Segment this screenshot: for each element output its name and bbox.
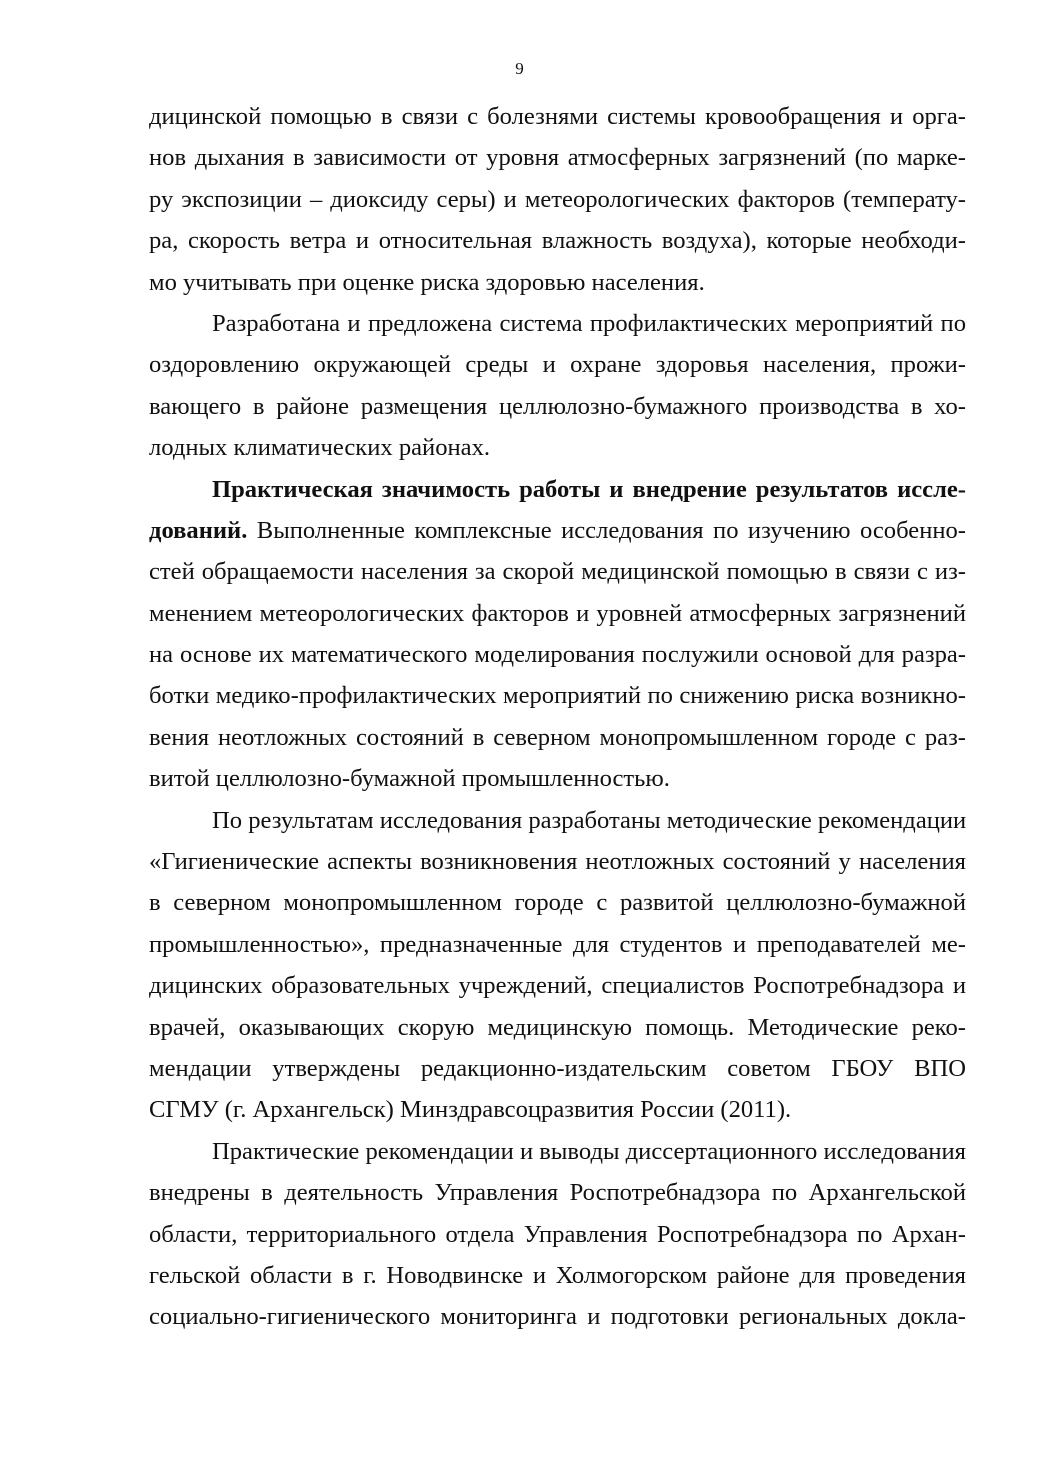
text-line: вения неотложных состояний в северном монопромышленном городе с раз- [149,723,966,751]
page-number: 9 [515,59,524,78]
text-line: витой целлюлозно-бумажной промышленностью. [149,765,670,793]
paragraph-implementation [149,1131,966,1338]
text-line: врачей, оказывающих скорую медицинскую помощь. Методические реко- [149,1013,966,1041]
body-text [149,96,966,1338]
text-line: на основе их математического моделирования послужили основой для разра- [149,641,966,669]
text-line: промышленностью», предназначенные для студентов и преподавателей ме- [149,930,966,958]
text-line: дицинских образовательных учреждений, специалистов Роспотребнадзора и [149,972,966,1000]
text-line: дицинской помощью в связи с болезнями системы кровообращения и орга- [149,103,966,130]
text-line: области, территориального отдела Управления Роспотребнадзора по Архан- [149,1220,966,1248]
text-line: СГМУ (г. Архангельск) Минздравсоцразвития России (2011). [149,1096,792,1124]
paragraph-method-recommendations [149,800,966,1131]
text-line: внедрены в деятельность Управления Роспотребнадзора по Архангельской [149,1179,966,1207]
text-line: Разработана и предложена система профилактических мероприятий по [212,309,966,337]
section-heading: Практическая значимость работы и внедрение результатов иссле- [212,475,966,503]
text-line: мендации утверждены редакционно-издательским советом ГБОУ ВПО [149,1054,966,1082]
text-line: гельской области в г. Новодвинске и Холмогорском районе для проведения [149,1261,966,1289]
section-heading-tail: дований. [149,516,248,544]
text-line: менением метеорологических факторов и уровней атмосферных загрязнений [149,599,966,627]
paragraph-practical-significance [149,469,966,800]
text-line: ботки медико-профилактических мероприятий по снижению риска возникно- [149,682,966,710]
text-line: вающего в районе размещения целлюлозно-бумажного производства в хо- [149,392,966,420]
text-line: ру экспозиции – диоксиду серы) и метеорологических факторов (температу- [149,185,966,213]
text-line: нов дыхания в зависимости от уровня атмосферных загрязнений (по марке- [149,144,966,172]
text-line: ра, скорость ветра и относительная влажность воздуха), которые необходи- [149,227,966,255]
text-line: «Гигиенические аспекты возникновения неотложных состояний у населения [149,848,966,876]
paragraph-continuation [149,96,966,303]
paragraph-prevention-system [149,303,966,469]
text-line: лодных климатических районах. [149,434,491,462]
text-line: Практические рекомендации и выводы диссертационного исследования [212,1137,966,1165]
text-line: стей обращаемости населения за скорой медицинской помощью в связи с из- [149,558,966,586]
text-line: мо учитывать при оценке риска здоровью населения. [149,268,705,296]
text-line: По результатам исследования разработаны методические рекомендации [212,806,967,834]
text-line: оздоровлению окружающей среды и охране здоровья населения, прожи- [149,351,966,379]
text-line: социально-гигиенического мониторинга и подготовки региональных докла- [149,1303,966,1331]
text-run: Выполненные комплексные исследования по изучению особенно- [247,516,966,544]
text-line: в северном монопромышленном городе с развитой целлюлозно-бумажной [149,889,966,917]
text-line [149,510,966,551]
